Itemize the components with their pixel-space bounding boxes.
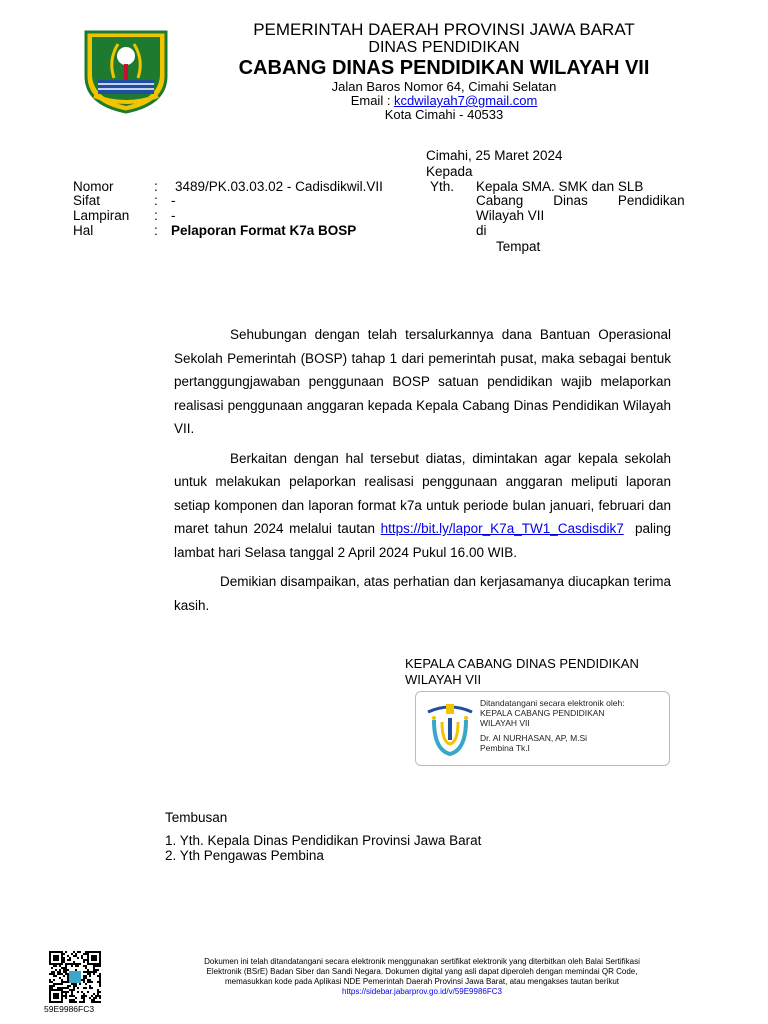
footer-note-line2: Elektronik (BSrE) Badan Siber dan Sandi Negara. Dokumen digital yang asli dapat diperoleh dengan memindai QR Code, (206, 967, 638, 976)
footer-note-line1: Dokumen ini telah ditandatangani secara elektronik menggunakan sertifikat elektronik yang diterbitkan oleh Balai Sertifikasi (204, 957, 640, 966)
tembusan-item-1: 1. Yth. Kepala Dinas Pendidikan Provinsi Jawa Barat (165, 833, 482, 848)
field-value-hal: Pelaporan Format K7a BOSP (171, 223, 357, 238)
field-value-lampiran: - (171, 208, 176, 223)
signature-box-text (480, 698, 625, 753)
letter-date: Cimahi, 25 Maret 2024 (426, 148, 563, 163)
qr-code-icon[interactable] (49, 951, 101, 1003)
field-value-sifat: - (171, 193, 176, 208)
verification-link[interactable]: https://sidebar.jabarprov.go.id/v/59E9986FC3 (342, 987, 502, 996)
tembusan-item-2: 2. Yth Pengawas Pembina (165, 848, 324, 863)
signature-title (405, 656, 639, 688)
field-colon: : (154, 223, 158, 238)
letterhead-department: DINAS PENDIDIKAN (368, 39, 520, 56)
recipient-line1: Kepala SMA. SMK dan SLB (476, 179, 644, 194)
footer-note-line3: memasukkan kode pada Aplikasi NDE Pemerintah Daerah Provinsi Jawa Barat, atau mengakses tautan berikut (225, 977, 619, 986)
field-label-sifat: Sifat (73, 193, 101, 208)
signature-box-line2: KEPALA CABANG PENDIDIKAN (480, 708, 605, 718)
tembusan-heading: Tembusan (165, 810, 228, 825)
letterhead-address: Jalan Baros Nomor 64, Cimahi Selatan (331, 79, 557, 94)
body-paragraph-2-deadline: paling lambat hari Selasa tanggal 2 April 2024 Pukul 16.00 WIB. (174, 521, 675, 560)
body-paragraph-1: Sehubungan dengan telah tersalurkannya dana Bantuan Operasional Sekolah Pemerintah (BOSP) tahap 1 dari pemerintah pusat, maka sebagai bentuk pertanggungjawaban penggunaan BOSP satuan pendidikan wajib melaporkan realisasi penggunaan anggaran kepada Kepala Cabang Dinas Pendidikan Wilayah VII. (174, 327, 671, 436)
recipient-kepada: Kepada (426, 164, 473, 179)
field-colon: : (154, 179, 158, 194)
signature-box-line1: Ditandatangani secara elektronik oleh: (480, 698, 625, 708)
document-code: 59E9986FC3 (44, 1004, 95, 1014)
recipient-di: di (476, 223, 487, 238)
recipient-tempat: Tempat (496, 239, 541, 254)
signature-title-line1: KEPALA CABANG DINAS PENDIDIKAN (405, 656, 639, 671)
field-value-nomor: 3489/PK.03.03.02 - Cadisdikwil.VII (175, 179, 383, 194)
signer-name: Dr. AI NURHASAN, AP, M.Si (480, 733, 588, 743)
email-link[interactable]: kcdwilayah7@gmail.com (394, 93, 538, 108)
signer-rank: Pembina Tk.I (480, 743, 530, 753)
body-paragraph-2 (174, 447, 675, 565)
body-paragraph-3: Demikian disampaikan, atas perhatian dan kerjasamanya diucapkan terima kasih. (174, 574, 671, 613)
footer-certification-note (132, 957, 712, 997)
field-label-hal: Hal (73, 223, 94, 238)
recipient-line3: Wilayah VII (476, 208, 545, 223)
letterhead-city: Kota Cimahi - 40533 (384, 107, 504, 122)
bsre-signature-icon (424, 698, 476, 758)
email-label: Email : (350, 93, 395, 108)
body-paragraph-2-text: Berkaitan dengan hal tersebut diatas, dimintakan agar kepala sekolah untuk melakukan pelaporkan realisasi penggunaan anggaran meliputi laporan setiap komponen dan laporan format k7a untuk periode bulan januari, februari dan maret tahun 2024 melalui tautan (174, 450, 671, 536)
signature-title-line2: WILAYAH VII (405, 672, 482, 687)
signature-box-line3: WILAYAH VII (480, 718, 530, 728)
field-colon: : (154, 193, 158, 208)
field-colon: : (154, 208, 158, 223)
letterhead-email-line (60, 93, 768, 108)
electronic-signature-box (415, 691, 670, 766)
recipient-line2: Cabang Dinas Pendidikan (476, 193, 685, 208)
letterhead-government: PEMERINTAH DAERAH PROVINSI JAWA BARAT (253, 20, 635, 39)
recipient-yth: Yth. (430, 179, 455, 194)
field-label-lampiran: Lampiran (73, 208, 130, 223)
field-label-nomor: Nomor (73, 179, 114, 194)
letter-body (174, 323, 675, 617)
report-link[interactable]: https://bit.ly/lapor_K7a_TW1_Casdisdik7 (380, 521, 624, 536)
letterhead-branch: CABANG DINAS PENDIDIKAN WILAYAH VII (238, 57, 650, 79)
